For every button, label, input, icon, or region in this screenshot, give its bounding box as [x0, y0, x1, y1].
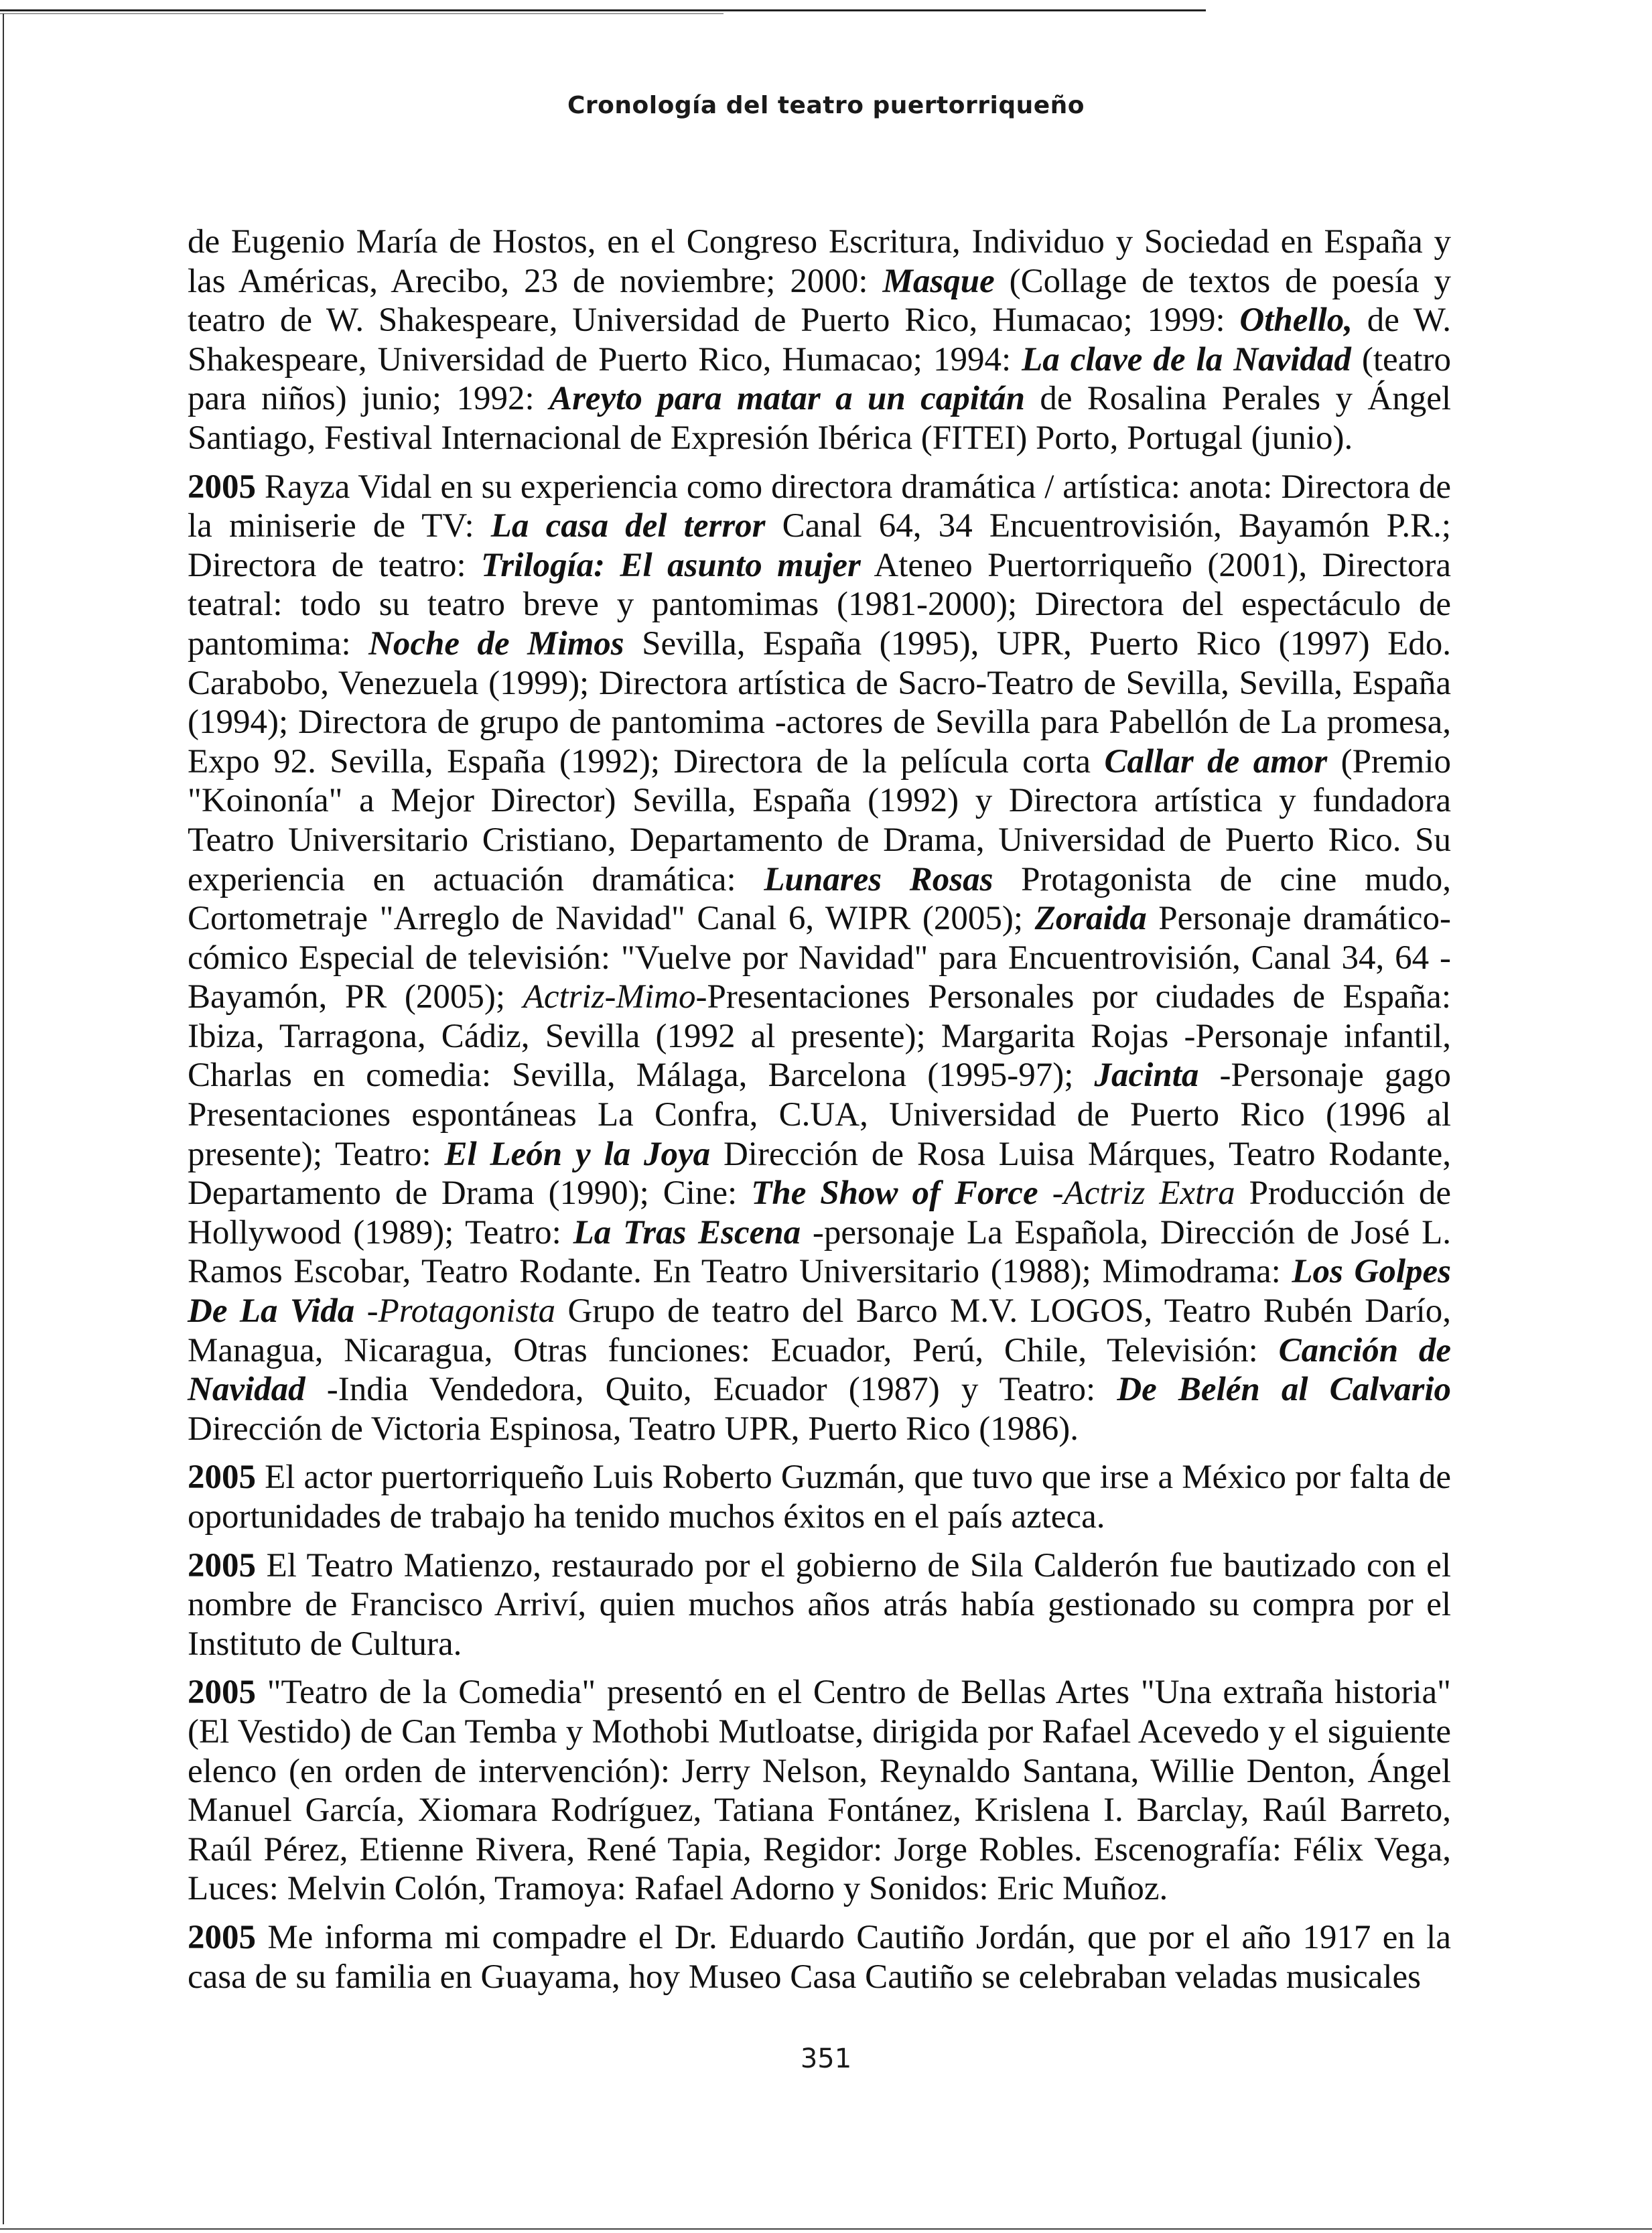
chronology-entry [188, 1673, 1451, 1909]
work-title: El León y la Joya [444, 1135, 711, 1173]
entry-text: de W. Shakespeare, Universidad de Puerto Rico, Humacao; 1994: [188, 301, 1451, 379]
entry-text: de Eugenio María de Hostos, en el Congreso Escritura, Individuo y Sociedad en España y las Américas, Arecibo, 23 de noviembre; 2000: [188, 223, 1451, 300]
work-title: Lunares Rosas [764, 860, 993, 898]
entry-text: (teatro para niños) junio; 1992: [188, 340, 1451, 418]
work-title: The Show of Force [751, 1174, 1038, 1213]
work-title: De Belén al Calvario [1117, 1371, 1451, 1409]
entry-text: Canal 64, 34 Encuentrovisión, Bayamón P.R.; Directora de teatro: [188, 507, 1452, 584]
chronology-entry [188, 222, 1451, 458]
entry-text: Dirección de Rosa Luisa Márques, Teatro Rodante, Departamento de Drama (1990); Cine: [188, 1135, 1452, 1213]
scan-top-rule-secondary [0, 13, 724, 14]
page-number: 351 [800, 2043, 852, 2074]
work-title: -Actriz Extra [1052, 1174, 1235, 1213]
chronology-entry [188, 1546, 1451, 1664]
work-title: Los Golpes De La Vida [188, 1253, 1452, 1331]
entry-text: Dirección de Victoria Espinosa, Teatro UPR, Puerto Rico (1986). [188, 1410, 1079, 1448]
entry-text: Protagonista de cine mudo, Cortometraje "Arreglo de Navidad" Canal 6, WIPR (2005); [188, 860, 1451, 938]
entry-year: 2005 [188, 1674, 256, 1712]
entry-text [1038, 1174, 1052, 1212]
entry-year: 2005 [188, 1918, 256, 1956]
entry-text: (Premio "Koinonía" a Mejor Director) Sevilla, España (1992) y Directora artística y fundadora Teatro Universitario Cristiano, Departamento de Drama, Universidad de Puerto Rico. Su experiencia en actuación dramática: [188, 742, 1451, 898]
entry-text: -Personaje gago Presentaciones espontáneas La Confra, C.UA, Universidad de Puerto Rico (1996 al presente); Teatro: [188, 1057, 1451, 1173]
work-title: Othello, [1239, 301, 1353, 340]
chronology-entry [188, 1458, 1451, 1536]
work-title: La Tras Escena [573, 1213, 801, 1251]
work-title: Areyto para matar a un capitán [549, 380, 1025, 418]
scan-left-edge [3, 13, 4, 2224]
work-title: Trilogía: El asunto mujer [481, 546, 861, 584]
work-title: La casa del terror [490, 507, 766, 545]
work-title: -Protagonista [366, 1292, 556, 1331]
entry-text: -India Vendedora, Quito, Ecuador (1987) y Teatro: [305, 1371, 1117, 1409]
chronology-entry [188, 1918, 1451, 1997]
entry-year: 2005 [188, 1546, 256, 1584]
work-title: Callar de amor [1104, 742, 1328, 781]
work-title: Actriz-Mimo [523, 978, 696, 1016]
entry-text: "Teatro de la Comedia" presentó en el Centro de Bellas Artes "Una extraña historia" (El Vestido) de Can Temba y Mothobi Mutloatse, dirigida por Rafael Acevedo y el siguiente elenco (en orden de intervención): Jerry Nelson, Reynaldo Santana, Willie Denton, Ángel Manuel García, Xiomara Rodríguez, Tatiana Fontánez, Krislena I. Barclay, Raúl Barreto, Raúl Pérez, Etienne Rivera, René Tapia, Regidor: Jorge Robles. Escenografía: Félix Vega, Luces: Melvin Colón, Tramoya: Rafael Adorno y Sonidos: Eric Muñoz. [188, 1674, 1451, 1908]
work-title: Noche de Mimos [368, 624, 624, 663]
entry-year: 2005 [188, 1459, 256, 1497]
entry-text: (Collage de textos de poesía y teatro de W. Shakespeare, Universidad de Puerto Rico, Humacao; 1999: [188, 262, 1451, 340]
work-title: Zoraida [1034, 900, 1147, 938]
entry-text: Rayza Vidal en su experiencia como directora dramática / artística: anota: Directora de la miniserie de TV: [188, 468, 1451, 545]
entry-text: de Rosalina Perales y Ángel Santiago, Festival Internacional de Expresión Ibérica (FITEI) Porto, Portugal (junio). [188, 380, 1451, 457]
entry-text: Sevilla, España (1995), UPR, Puerto Rico (1997) Edo. Carabobo, Venezuela (1999); Directora artística de Sacro-Teatro de Sevilla, Sevilla, España (1994); Directora de grupo de pantomima -actores de Sevilla para Pabellón de La promesa, Expo 92. Sevilla, España (1992); Directora de la película corta [188, 624, 1451, 781]
scan-bottom-rule [0, 2228, 1652, 2230]
body-text [188, 222, 1451, 2006]
entry-text: El Teatro Matienzo, restaurado por el gobierno de Sila Calderón fue bautizado con el nombre de Francisco Arriví, quien muchos años atrás había gestionado su compra por el Instituto de Cultura. [188, 1546, 1451, 1663]
work-title: Canción de Navidad [188, 1331, 1451, 1409]
work-title: La clave de la Navidad [1022, 340, 1351, 379]
scan-top-rule [0, 9, 1206, 11]
entry-year: 2005 [188, 468, 256, 506]
entry-text: -Presentaciones Personales por ciudades de España: Ibiza, Tarragona, Cádiz, Sevilla (1992 al presente); Margarita Rojas -Personaje infantil, Charlas en comedia: Sevilla, Málaga, Barcelona (1995-97); [188, 978, 1451, 1095]
entry-text: Ateneo Puertorriqueño (2001), Directora teatral: todo su teatro breve y pantomimas (1981-2000); Directora del espectáculo de pantomima: [188, 546, 1451, 663]
chronology-entry [188, 468, 1451, 1449]
work-title: Masque [882, 262, 995, 300]
entry-text: Me informa mi compadre el Dr. Eduardo Cautiño Jordán, que por el año 1917 en la casa de su familia en Guayama, hoy Museo Casa Cautiño se celebraban veladas musicales [188, 1918, 1451, 1996]
entry-text: Producción de Hollywood (1989); Teatro: [188, 1174, 1451, 1251]
entry-text [354, 1292, 366, 1330]
entry-text: Grupo de teatro del Barco M.V. LOGOS, Teatro Rubén Darío, Managua, Nicaragua, Otras funciones: Ecuador, Perú, Chile, Televisión: [188, 1292, 1452, 1369]
work-title: Jacinta [1094, 1057, 1199, 1095]
entry-text: Personaje dramático-cómico Especial de televisión: "Vuelve por Navidad" para Encuentrovisión, Canal 34, 64 - Bayamón, PR (2005); [188, 900, 1451, 1016]
entry-text: -personaje La Española, Dirección de José L. Ramos Escobar, Teatro Rodante. En Teatro Universitario (1988); Mimodrama: [188, 1213, 1452, 1291]
running-header: Cronología del teatro puertorriqueño [567, 92, 1085, 119]
entry-text: El actor puertorriqueño Luis Roberto Guzmán, que tuvo que irse a México por falta de oportunidades de trabajo ha tenido muchos éxitos en el país azteca. [188, 1459, 1451, 1536]
